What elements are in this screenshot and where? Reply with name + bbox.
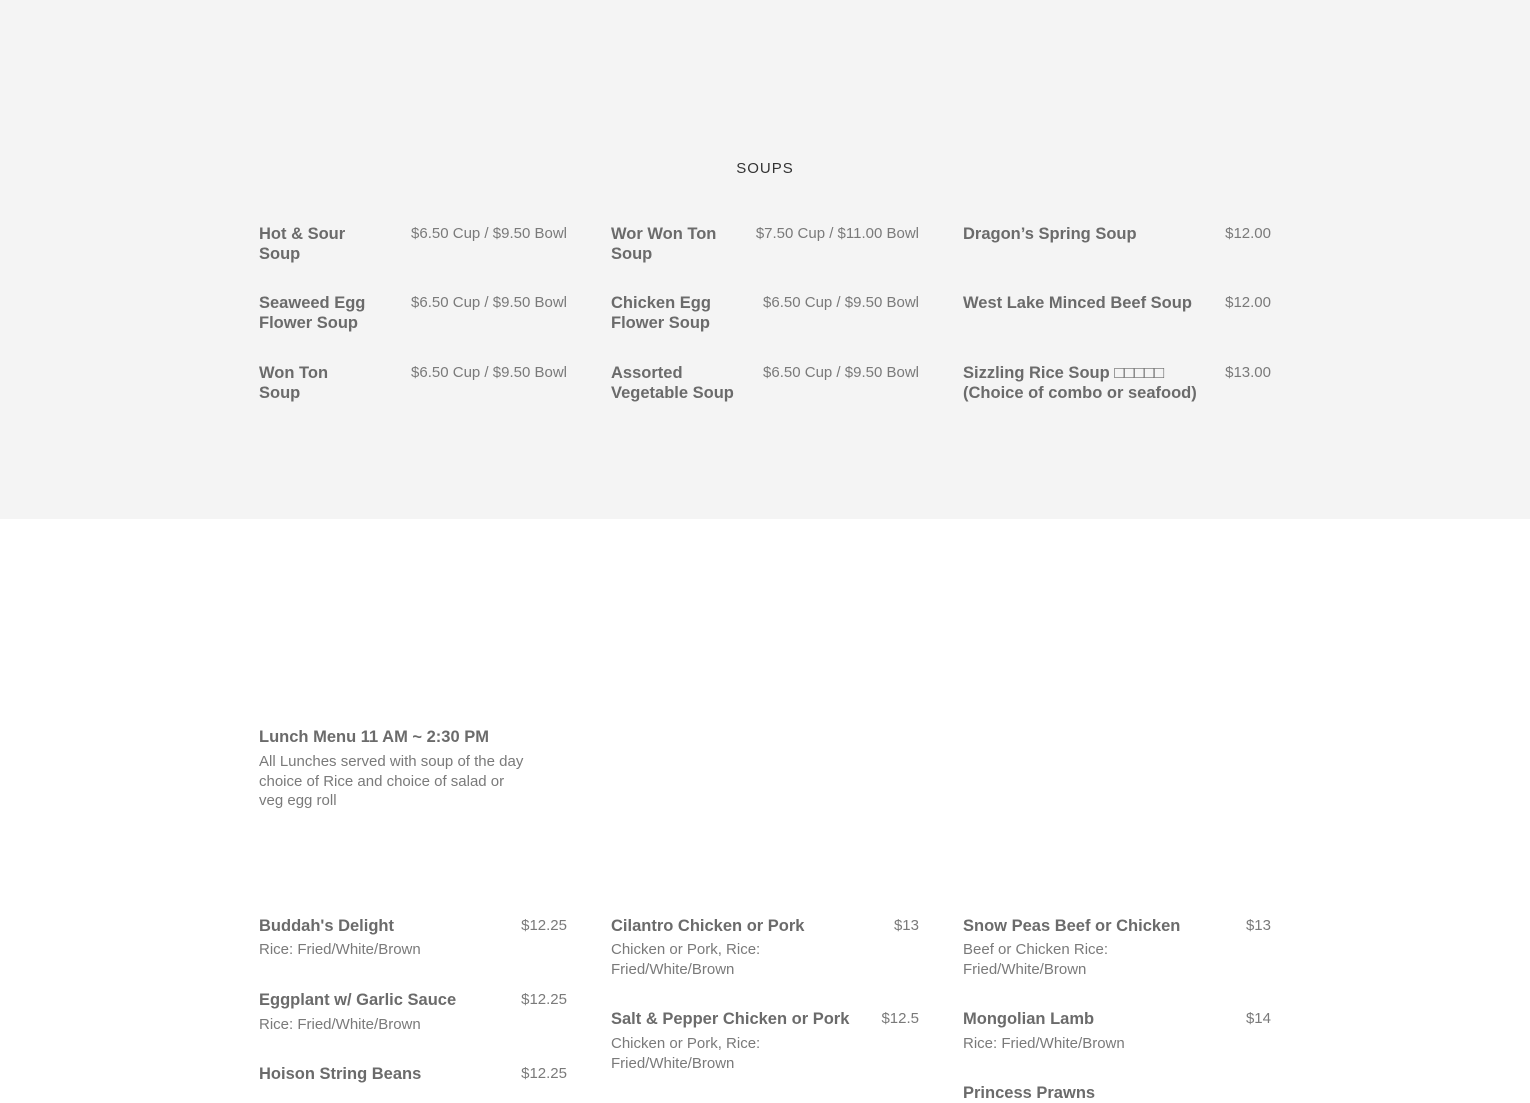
item-description: Chicken or Pork, Rice: Fried/White/Brown [611, 1035, 761, 1072]
section-title-soups: SOUPS [736, 160, 794, 177]
item-name: Princess Prawns [963, 1084, 1096, 1102]
item-name: Eggplant w/ Garlic Sauce [259, 991, 457, 1009]
item-description: Rice: Fried/White/Brown [259, 941, 421, 958]
item-name: Assorted Vegetable Soup [611, 364, 734, 402]
item-price: $12.5 [881, 1010, 919, 1027]
item-price: $6.50 Cup / $9.50 Bowl [411, 294, 567, 311]
item-description: Chicken or Pork, Rice: Fried/White/Brown [611, 941, 761, 978]
lunch-column-3 [963, 916, 1271, 1102]
lunch-column-1 [259, 916, 567, 1090]
item-price: $6.50 Cup / $9.50 Bowl [763, 294, 919, 311]
item-description: Rice: Fried/White/Brown [963, 1035, 1125, 1052]
item-name: Snow Peas Beef or Chicken [963, 917, 1181, 935]
item-price: $6.50 Cup / $9.50 Bowl [763, 364, 919, 381]
item-name: Hoison String Beans [259, 1065, 422, 1083]
item-name: West Lake Minced Beef Soup [963, 294, 1192, 312]
item-price: $12.25 [521, 917, 567, 934]
lunch-title: Lunch Menu 11 AM ~ 2:30 PM [259, 728, 489, 746]
item-name: Seaweed Egg Flower Soup [259, 294, 366, 332]
item-price: $13 [1245, 917, 1271, 934]
lunch-column-2 [611, 916, 919, 1090]
item-price: $6.50 Cup / $9.50 Bowl [411, 225, 567, 242]
item-name: Sizzling Rice Soup □□□□□ (Choice of combo or seafood) [963, 364, 1197, 402]
item-name: Won Ton Soup [259, 364, 329, 402]
item-price: $13.00 [1225, 364, 1271, 381]
item-name: Buddah's Delight [259, 917, 395, 935]
item-price: $14 [1245, 1010, 1271, 1027]
lunch-description: All Lunches served with soup of the day choice of Rice and choice of salad or veg egg roll [259, 753, 524, 809]
item-price: $12.00 [1225, 225, 1271, 242]
item-description: Rice: Fried/White/Brown [259, 1016, 421, 1033]
item-name: Cilantro Chicken or Pork [611, 917, 805, 935]
item-price: $12.25 [521, 991, 567, 1008]
item-name: Mongolian Lamb [963, 1010, 1095, 1028]
item-price: $12.00 [1225, 294, 1271, 311]
item-price: $13 [893, 917, 919, 934]
soups-section [0, 0, 1530, 519]
item-name: Salt & Pepper Chicken or Pork [611, 1010, 850, 1028]
item-name: Dragon’s Spring Soup [963, 225, 1137, 243]
item-price: $6.50 Cup / $9.50 Bowl [411, 364, 567, 381]
item-price: $7.50 Cup / $11.00 Bowl [755, 225, 919, 242]
item-name: Wor Won Ton Soup [611, 225, 717, 263]
lunch-header [259, 727, 539, 811]
item-description: Beef or Chicken Rice: Fried/White/Brown [963, 941, 1109, 978]
item-price: $12.25 [521, 1065, 567, 1082]
item-name: Hot & Sour Soup [259, 225, 346, 263]
item-name: Chicken Egg Flower Soup [611, 294, 711, 332]
